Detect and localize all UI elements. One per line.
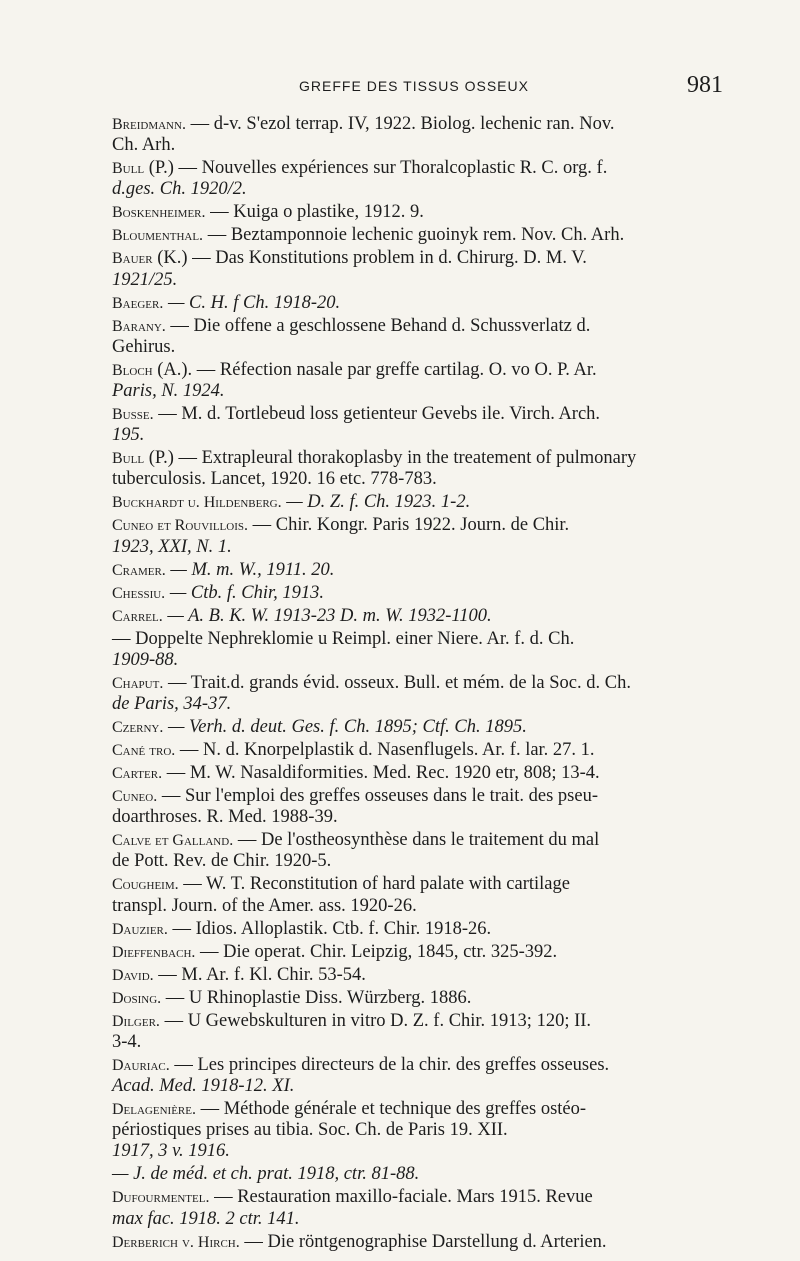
entry-author: Derberich v. Hirch. [112, 1233, 240, 1251]
entry-author: Chessiu. [112, 584, 166, 602]
entry-line [112, 515, 724, 536]
entry-line [112, 559, 724, 581]
entry-line [112, 1231, 724, 1253]
entry-author: Czerny. [112, 719, 164, 737]
entry-line [112, 315, 724, 337]
entry-line [112, 895, 724, 917]
entry-text: — M. Ar. f. Kl. Chir. 53-54. [158, 964, 366, 985]
entry-line [112, 492, 724, 513]
entry-text: — Die operat. Chir. Leipzig, 1845, ctr. 325-392. [200, 941, 558, 962]
bibliography-entry [112, 248, 724, 290]
entry-text: — Méthode générale et technique des greffes ostéo- [200, 1099, 587, 1120]
bibliography-entry [112, 830, 724, 872]
entry-text: — Ctb. f. Chir, 1913. [169, 582, 325, 603]
page-number: 981 [687, 72, 723, 98]
entry-line [112, 628, 724, 650]
entry-line [112, 1031, 724, 1053]
entry-author: Dauriac. [112, 1056, 170, 1074]
entry-author: Bloumenthal. [112, 227, 204, 245]
entry-text: 195. [112, 425, 145, 446]
entry-text: — Sur l'emploi des greffes osseuses dans le trait. des pseu- [161, 786, 598, 807]
bibliography-entry [112, 560, 724, 581]
bibliography-entry [112, 1232, 724, 1253]
entry-text: — Beztamponnoie lechenic guoinyk rem. Nov. Ch. Arh. [207, 225, 625, 246]
entry-author: Dosing. [112, 989, 162, 1007]
entry-line [112, 786, 724, 807]
entry-author: Carter. [112, 765, 163, 783]
entry-author: Bauer [112, 250, 153, 268]
entry-line [112, 292, 724, 314]
entry-line [112, 1164, 724, 1185]
bibliography-entry [112, 492, 724, 513]
bibliography-entry [112, 606, 724, 627]
entry-author: Bull [112, 160, 145, 178]
entry-line [112, 225, 724, 246]
bibliography-entry [112, 763, 724, 784]
entry-text: 1909-88. [112, 649, 179, 670]
entry-text: — Restauration maxillo-faciale. Mars 1915. Revue [214, 1187, 593, 1208]
entry-author: Carrel. [112, 607, 163, 625]
running-title: GREFFE DES TISSUS OSSEUX [299, 78, 529, 94]
entry-author: Bloch [112, 361, 153, 379]
entry-line [112, 874, 724, 895]
entry-line [112, 359, 724, 381]
entry-author: Calve et Galland. [112, 832, 234, 850]
entry-text: (A.). — Réfection nasale par greffe cartilag. O. vo O. P. Ar. [157, 359, 597, 380]
bibliography-entry [112, 919, 724, 940]
entry-text: d.ges. Ch. 1920/2. [112, 179, 247, 200]
entry-text: max fac. 1918. 2 ctr. 141. [112, 1208, 300, 1229]
entry-line [112, 1141, 724, 1162]
entry-line [112, 987, 724, 1009]
entry-author: Cramer. [112, 561, 166, 579]
entry-text: — M. W. Nasaldiformities. Med. Rec. 1920 etr, 808; 13-4. [166, 763, 600, 784]
entry-line [112, 1120, 724, 1141]
entry-text: doarthroses. R. Med. 1988-39. [112, 807, 338, 828]
bibliography-entry [112, 1011, 724, 1053]
bibliography-list [112, 114, 724, 1255]
bibliography-entry [112, 717, 724, 738]
bibliography-entry [112, 965, 724, 986]
entry-text: — Die offene a geschlossene Behand d. Schussverlatz d. [170, 315, 591, 336]
entry-line [112, 672, 724, 694]
entry-author: Dufourmentel. [112, 1189, 210, 1207]
entry-author: Boskenheimer. [112, 204, 206, 222]
entry-text: — Trait.d. grands évid. osseux. Bull. et mém. de la Soc. d. Ch. [167, 672, 631, 693]
bibliography-entry [112, 360, 724, 402]
entry-line [112, 1099, 724, 1120]
entry-text: — W. T. Reconstitution of hard palate with cartilage [183, 874, 570, 895]
bibliography-entry [112, 583, 724, 604]
entry-text: (P.) — Extrapleural thorakoplasby in the treatement of pulmonary [148, 448, 637, 469]
entry-line [112, 1054, 724, 1076]
entry-text: (K.) — Das Konstitutions problem in d. Chirurg. D. M. V. [157, 248, 587, 269]
entry-author: Breidmann. [112, 116, 186, 133]
entry-text: — Doppelte Nephreklomie u Reimpl. einer Niere. Ar. f. d. Ch. [112, 628, 575, 649]
entry-line [112, 740, 724, 761]
entry-text: 3-4. [112, 1031, 142, 1052]
entry-author: Baeger. [112, 294, 164, 312]
entry-text: transpl. Journ. of the Amer. ass. 1920-26. [112, 895, 417, 916]
entry-text: périostiques prises au tibia. Soc. Ch. de Paris 19. XII. [112, 1120, 508, 1141]
entry-author: Cuneo. [112, 788, 158, 806]
entry-line [112, 964, 724, 986]
entry-line [112, 381, 724, 402]
entry-author: Busse. [112, 406, 154, 424]
entry-text: Paris, N. 1924. [112, 381, 225, 402]
entry-text: — Kuiga o plastike, 1912. 9. [210, 202, 424, 223]
entry-text: Ch. Arh. [112, 135, 176, 156]
bibliography-entry [112, 404, 724, 446]
bibliography-entry [112, 515, 724, 557]
entry-text: — d-v. S'ezol terrap. IV, 1922. Biolog. lechenic ran. Nov. [190, 114, 615, 134]
bibliography-entry [112, 1187, 724, 1229]
bibliography-entry [112, 629, 724, 671]
bibliography-entry [112, 1099, 724, 1163]
entry-author: Cougheim. [112, 876, 179, 894]
entry-text: — Verh. d. deut. Ges. f. Ch. 1895; Ctf. Ch. 1895. [167, 717, 527, 738]
entry-text: de Pott. Rev. de Chir. 1920-5. [112, 851, 332, 872]
entry-author: Dilger. [112, 1012, 160, 1030]
entry-line [112, 807, 724, 828]
entry-text: — Chir. Kongr. Paris 1922. Journ. de Chir. [252, 515, 570, 536]
entry-line [112, 830, 724, 851]
entry-line [112, 582, 724, 604]
entry-text: de Paris, 34-37. [112, 694, 232, 715]
entry-text: Acad. Med. 1918-12. XI. [112, 1076, 295, 1097]
entry-line [112, 336, 724, 358]
entry-text: — M. m. W., 1911. 20. [170, 559, 335, 580]
entry-text: — A. B. K. W. 1913-23 D. m. W. 1932-1100. [167, 605, 492, 626]
entry-line [112, 851, 724, 872]
entry-line [112, 158, 724, 179]
entry-line [112, 763, 724, 784]
bibliography-entry [112, 942, 724, 963]
entry-line [112, 114, 724, 135]
bibliography-entry [112, 448, 724, 490]
entry-author: Cané tro. [112, 742, 176, 760]
entry-line [112, 179, 724, 200]
entry-author: Cuneo et Rouvillois. [112, 517, 248, 535]
bibliography-entry [112, 673, 724, 715]
bibliography-entry [112, 293, 724, 314]
entry-text: 1923, XXI, N. 1. [112, 536, 232, 557]
entry-text: — U Rhinoplastie Diss. Würzberg. 1886. [165, 987, 472, 1008]
entry-line [112, 1076, 724, 1097]
entry-line [112, 1187, 724, 1208]
entry-author: Dauzier. [112, 920, 168, 938]
entry-line [112, 694, 724, 715]
bibliography-entry [112, 114, 724, 156]
bibliography-entry [112, 874, 724, 916]
entry-text: (P.) — Nouvelles expériences sur Thoralcoplastic R. C. org. f. [148, 158, 608, 179]
entry-author: Bull [112, 450, 145, 468]
entry-text: — N. d. Knorpelplastik d. Nasenflugels. Ar. f. lar. 27. 1. [179, 740, 595, 761]
bibliography-entry [112, 158, 724, 200]
entry-line [112, 941, 724, 963]
entry-text: — Idios. Alloplastik. Ctb. f. Chir. 1918-26. [172, 918, 492, 939]
bibliography-entry [112, 740, 724, 761]
entry-text: tuberculosis. Lancet, 1920. 16 etc. 778-783. [112, 469, 437, 490]
entry-text: — De l'ostheosynthèse dans le traitement du mal [237, 830, 600, 851]
entry-line [112, 248, 724, 269]
entry-author: David. [112, 966, 154, 984]
entry-text: Gehirus. [112, 336, 176, 357]
entry-author: Barany. [112, 317, 166, 335]
entry-author: Dieffenbach. [112, 943, 196, 961]
entry-line [112, 649, 724, 671]
entry-line [112, 404, 724, 425]
entry-text: 1917, 3 v. 1916. [112, 1141, 230, 1162]
entry-text: — D. Z. f. Ch. 1923. 1-2. [286, 492, 471, 513]
bibliography-entry [112, 1164, 724, 1185]
entry-line [112, 717, 724, 738]
bibliography-entry [112, 316, 724, 358]
entry-author: Buckhardt u. Hildenberg. [112, 494, 282, 512]
entry-author: Delagenière. [112, 1101, 196, 1119]
entry-line [112, 135, 724, 156]
entry-text: — C. H. f Ch. 1918-20. [167, 292, 341, 313]
bibliography-entry [112, 786, 724, 828]
bibliography-entry [112, 1055, 724, 1097]
entry-line [112, 469, 724, 490]
entry-line [112, 269, 724, 291]
bibliography-entry [112, 225, 724, 246]
entry-line [112, 536, 724, 558]
entry-line [112, 425, 724, 446]
entry-line [112, 448, 724, 469]
entry-text: — M. d. Tortlebeud loss getienteur Gevebs ile. Virch. Arch. [158, 404, 601, 425]
entry-line [112, 202, 724, 223]
entry-line [112, 605, 724, 627]
entry-line [112, 918, 724, 940]
entry-line [112, 1010, 724, 1032]
entry-text: — Die röntgenographise Darstellung d. Arterien. [244, 1231, 607, 1252]
entry-text: 1921/25. [112, 269, 178, 290]
entry-text: — U Gewebskulturen in vitro D. Z. f. Chir. 1913; 120; II. [164, 1010, 592, 1031]
entry-text: — J. de méd. et ch. prat. 1918, ctr. 81-88. [112, 1164, 420, 1185]
running-head [108, 72, 723, 104]
bibliography-entry [112, 202, 724, 223]
entry-line [112, 1208, 724, 1230]
entry-text: — Les principes directeurs de la chir. des greffes osseuses. [174, 1054, 610, 1075]
bibliography-entry [112, 988, 724, 1009]
entry-author: Chaput. [112, 674, 164, 692]
